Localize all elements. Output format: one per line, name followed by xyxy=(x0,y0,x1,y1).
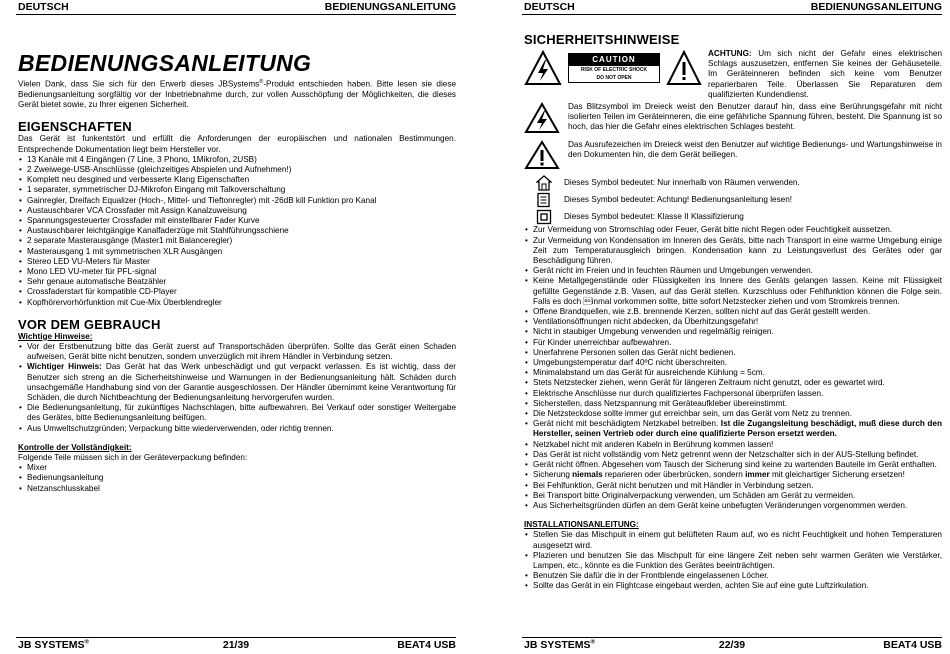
footer-brand: JB SYSTEMS® xyxy=(524,639,595,651)
list-item: • Stets Netzstecker ziehen, wenn Gerät für längeren Zeitraum nicht genutzt, oder es gewartet wird. xyxy=(524,378,942,388)
footer-model: BEAT4 USB xyxy=(883,639,942,651)
footer-brand: JB SYSTEMS® xyxy=(18,639,89,651)
check-list xyxy=(18,463,456,494)
exclamation-explanation xyxy=(524,140,942,173)
list-item: • Komplett neu desgined und verbesserte Klang Eigenschaften xyxy=(18,175,456,185)
left-page xyxy=(16,0,456,654)
list-item: • Sicherstellen, dass Netzspannung mit Geräteaufkleber übereinstimmt. xyxy=(524,399,942,409)
read-manual-symbol-row xyxy=(524,191,942,208)
page-footer xyxy=(522,639,942,653)
list-item: • Minimalabstand um das Gerät für ausreichende Kühlung = 5cm. xyxy=(524,368,942,378)
list-item: • Sicherung niemals reparieren oder überbrücken, sondern immer mit gleichartiger Sicherung ersetzen! xyxy=(524,470,942,480)
header-title: BEDIENUNGSANLEITUNG xyxy=(324,1,456,13)
list-item: • Die Bedienungsanleitung, für zukünftiges Nachschlagen, bitte aufbewahren. Bei Verkauf oder sonstiger Weitergabe des Gerätes, bitte Bedienungsanleitung beifügen. xyxy=(18,403,456,423)
list-item: • Gainregler, Dreifach Equalizer (Hoch-, Mittel- und Tieftonregler) mit -26dB kill Funktion pro Kanal xyxy=(18,196,456,206)
read-manual-symbol-text: Dieses Symbol bedeutet: Achtung! Bedienungsanleitung lesen! xyxy=(564,194,793,204)
list-item: • Benutzen Sie dafür die in der Frontblende eingelassenen Löcher. xyxy=(524,571,942,581)
page-header xyxy=(522,1,942,14)
lightning-explanation xyxy=(524,102,942,137)
usage-heading: VOR DEM GEBRAUCH xyxy=(18,316,161,332)
lightning-triangle-icon xyxy=(524,102,560,134)
list-item: • Gerät nicht mit beschädigtem Netzkabel betreiben. Ist die Zugangsleitung beschädigt, muß diese durch den Hersteller, seinen Vertrieb oder durch eine qualifizierte Person ersetzt werden. xyxy=(524,419,942,439)
hints-heading: Wichtige Hinweise: xyxy=(18,331,93,341)
installation-heading: INSTALLATIONSANLEITUNG: xyxy=(524,520,639,530)
indoor-symbol-text: Dieses Symbol bedeutet: Nur innerhalb von Räumen verwenden. xyxy=(564,177,800,187)
list-item: • Nicht in staubiger Umgebung verwenden und regelmäßig reinigen. xyxy=(524,327,942,337)
list-item: • Keine Metallgegenstände oder Flüssigkeiten ins Innere des Geräts gelangen lassen. Keine mit Flüssigkeit gefüllte Gegenstände z.B. Vasen, auf das Gerät stellen. Kurzschluss oder Fehlfunktion können die Folge sein. Falls es doch inmal vorkommen sollte, bitte sofort Netzstecker ziehen und vom Stromkreis trennen. xyxy=(524,276,942,307)
caution-text-1: RISK OF ELECTRIC SHOCK xyxy=(580,67,648,74)
exclamation-triangle-icon xyxy=(666,49,702,87)
footer-rule xyxy=(522,637,942,638)
list-item: • Elektrische Anschlüsse nur durch qualifiziertes Fachpersonal überprüfen lassen. xyxy=(524,389,942,399)
list-item: • Ventilationsöffnungen nicht abdecken, da Überhitzungsgefahr! xyxy=(524,317,942,327)
book-icon xyxy=(536,192,552,208)
house-icon xyxy=(536,175,552,191)
header-language: DEUTSCH xyxy=(18,1,69,13)
list-item: • Für Kinder unerreichbar aufbewahren. xyxy=(524,338,942,348)
list-item: • Bei Transport bitte Originalverpackung verwenden, um Schäden am Gerät zu vermeiden. xyxy=(524,491,942,501)
check-heading: Kontrolle der Vollständigkeit: xyxy=(18,442,132,452)
list-item: • Stellen Sie das Mischpult in einem gut belüfteten Raum auf, wo es nicht Feuchtigkeit und hohen Temperaturen ausgesetzt wird. xyxy=(524,530,942,550)
features-list xyxy=(18,155,456,308)
list-item: • Masterausgang 1 mit symmetrischen XLR Ausgängen xyxy=(18,247,456,257)
list-item: • Mixer xyxy=(18,463,456,473)
list-item: • Sehr genaue automatische Beatzähler xyxy=(18,277,456,287)
page-number: 21/39 xyxy=(222,639,250,651)
safety-list xyxy=(524,225,942,511)
header-rule xyxy=(16,14,456,15)
list-item: • Aus Umweltschutzgründen; Verpackung bitte wiederverwenden, oder richtig trennen. xyxy=(18,424,456,434)
list-item: • Netzanschlusskabel xyxy=(18,484,456,494)
list-item: • 2 separate Masterausgänge (Master1 mit Balanceregler) xyxy=(18,236,456,246)
header-rule xyxy=(522,14,942,15)
list-item: • Wichtiger Hinweis: Das Gerät hat das Werk unbeschädigt und gut verpackt verlassen. Es ist wichtig, dass der Benutzer sich streng an die Sicherheitshinweise und Warnungen in der Bedienungsanleitung hält. Schäden durch unsachgemäße Handhabung sind von der Garantie ausgeschlossen. Der Händler übernimmt keine Verantwortung für Schäden, die durch Nichtbeachtung der Bedienungsanleitung hervorgerufen wurden. xyxy=(18,362,456,403)
list-item: • Offene Brandquellen, wie z.B. brennende Kerzen, sollten nicht auf das Gerät gestellt werden. xyxy=(524,307,942,317)
installation-list xyxy=(524,530,942,591)
list-item: • Zur Vermeidung von Stromschlag oder Feuer, Gerät bitte nicht Regen oder Feuchtigkeit aussetzen. xyxy=(524,225,942,235)
header-language: DEUTSCH xyxy=(524,1,575,13)
header-title: BEDIENUNGSANLEITUNG xyxy=(810,1,942,13)
list-item: • Aus Sicherheitsgründen dürfen an dem Gerät keine unbefugten Veränderungen vorgenommen werden. xyxy=(524,501,942,511)
list-item: • 2 Zweiwege-USB-Anschlüsse (gleichzeitiges Abspielen und Aufnehmen!) xyxy=(18,165,456,175)
right-page xyxy=(522,0,942,654)
hints-list xyxy=(18,342,456,434)
features-intro: Das Gerät ist funkentstört und erfüllt die Anforderungen der europäischen und nationalen Bestimmungen. Entsprechende Dokumentation liegt beim Hersteller vor. xyxy=(18,134,456,154)
lightning-text: Das Blitzsymbol im Dreieck weist den Benutzer darauf hin, dass eine Berührungsgefahr mit nicht isolierten Teilen im Geräteinneren, die eine gefährliche Spannung führen, besteht. Die Spannung ist so hoch, das hier die Gefahr eines elektrischen Schlages besteht. xyxy=(568,102,942,132)
list-item: • Vor der Erstbenutzung bitte das Gerät zuerst auf Transportschäden überprüfen. Sollte das Gerät einen Schaden aufweisen, Gerät bitte nicht benutzen, sondern unverzüglich mit ihrem Händler in Verbindung setzen. xyxy=(18,342,456,362)
caution-label xyxy=(568,53,660,83)
attention-paragraph: ACHTUNG: Um sich nicht der Gefahr eines elektrischen Schlags auszusetzen, entfernen Sie keines der Gehäuseteile. Im Geräteinneren befinden sich keine vom Benutzer reparierbaren Teile. Überlassen Sie Reparaturen dem qualifizierten Kundendienst. xyxy=(708,49,942,99)
page-number: 22/39 xyxy=(718,639,746,651)
check-intro: Folgende Teile müssen sich in der Geräteverpackung befinden: xyxy=(18,453,248,463)
list-item: • Bedienungsanleitung xyxy=(18,473,456,483)
list-item: • Bei Fehlfunktion, Gerät nicht benutzen und mit Händler in Verbindung setzen. xyxy=(524,481,942,491)
list-item: • Gerät nicht öffnen. Abgesehen vom Tausch der Sicherung sind keine zu wartenden Bauteile im Gerät enthalten. xyxy=(524,460,942,470)
indoor-symbol-row xyxy=(524,174,942,191)
list-item: • 1 separater, symmetrischer DJ-Mikrofon Eingang mit Talkoverschaltung xyxy=(18,185,456,195)
list-item: • Zur Vermeidung von Kondensation im Inneren des Geräts, bitte nach Transport in eine warme Umgebung einige Zeit zum Temperaturausgleich bringen. Kondensation kann zu Leistungsverlust des Gerätes oder gar Beschädigung führen. xyxy=(524,236,942,267)
list-item: • Austauschbarer VCA Crossfader mit Assign Kanalzuweisung xyxy=(18,206,456,216)
right-body xyxy=(524,32,942,592)
class-two-symbol-row xyxy=(524,208,942,225)
left-body xyxy=(18,50,456,494)
lightning-triangle-icon xyxy=(524,49,562,87)
list-item: • Gerät nicht im Freien und in feuchten Räumen und Umgebungen verwenden. xyxy=(524,266,942,276)
list-item: • Crossfaderstart für kompatible CD-Player xyxy=(18,287,456,297)
caution-title: CAUTION xyxy=(569,54,659,66)
list-item: • Mono LED VU-meter für PFL-signal xyxy=(18,267,456,277)
list-item: • Plazieren und benutzen Sie das Mischpult für eine längere Zeit neben sehr warmen Geräten wie Verstärker, Lampen, etc., könnte es die Funktion des Gerätes beeinträchtigen. xyxy=(524,551,942,571)
caution-text-2: DO NOT OPEN xyxy=(596,75,632,82)
list-item: • Kopfhörervorhörfunktion mit Cue-Mix Überblendregler xyxy=(18,298,456,308)
list-item: • Netzkabel nicht mit anderen Kabeln in Berührung kommen lassen! xyxy=(524,440,942,450)
intro-paragraph: Vielen Dank, dass Sie sich für den Erwerb dieses JBSystems®-Produkt entschieden haben. Bitte lesen sie diese Bedienungsanleitung sorgfältig vor der Inbetriebnahme durch, zur vollen Ausschöpfung der Möglichkeiten, die dieses Gerät bietet sowie, zu Ihrer eigenen Sicherheit. xyxy=(18,79,457,110)
list-item: • Unerfahrene Personen sollen das Gerät nicht bedienen. xyxy=(524,348,942,358)
footer-model: BEAT4 USB xyxy=(397,639,456,651)
page-header xyxy=(16,1,456,14)
list-item: • Spannungsgesteuerter Crossfader mit einstellbarer Fader Kurve xyxy=(18,216,456,226)
list-item: • Austauschbarer leichtgängige Kanalfaderzüge mit Stahlführungsschiene xyxy=(18,226,456,236)
caution-block xyxy=(524,49,942,100)
list-item: • Sollte das Gerät in ein Flightcase eingebaut werden, achten Sie auf eine gute Luftzirkulation. xyxy=(524,581,942,591)
document-title: BEDIENUNGSANLEITUNG xyxy=(18,50,312,76)
list-item: • Das Gerät ist nicht vollständig vom Netz getrennt wenn der Netzschalter sich in der AUS-Stellung befindet. xyxy=(524,450,942,460)
double-square-icon xyxy=(536,209,552,225)
list-item: • Die Netzsteckdose sollte immer gut erreichbar sein, um das Gerät vom Netz zu trennen. xyxy=(524,409,942,419)
exclamation-triangle-icon xyxy=(524,140,560,170)
exclamation-text: Das Ausrufezeichen im Dreieck weist den Benutzer auf wichtige Bedienungs- und Wartungshinweise in den Dokumenten hin, die dem Gerät beiliegen. xyxy=(568,140,942,160)
features-heading: EIGENSCHAFTEN xyxy=(18,119,132,135)
footer-rule xyxy=(16,637,456,638)
page-footer xyxy=(16,639,456,653)
list-item: • Umgebungstemperatur darf 40ºC nicht überschreiten. xyxy=(524,358,942,368)
list-item: • 13 Kanäle mit 4 Eingängen (7 Line, 3 Phono, 1Mikrofon, 2USB) xyxy=(18,155,456,165)
safety-heading: SICHERHEITSHINWEISE xyxy=(524,32,680,47)
list-item: • Stereo LED VU-Meters für Master xyxy=(18,257,456,267)
class-two-symbol-text: Dieses Symbol bedeutet: Klasse II Klassifizierung xyxy=(564,211,744,221)
